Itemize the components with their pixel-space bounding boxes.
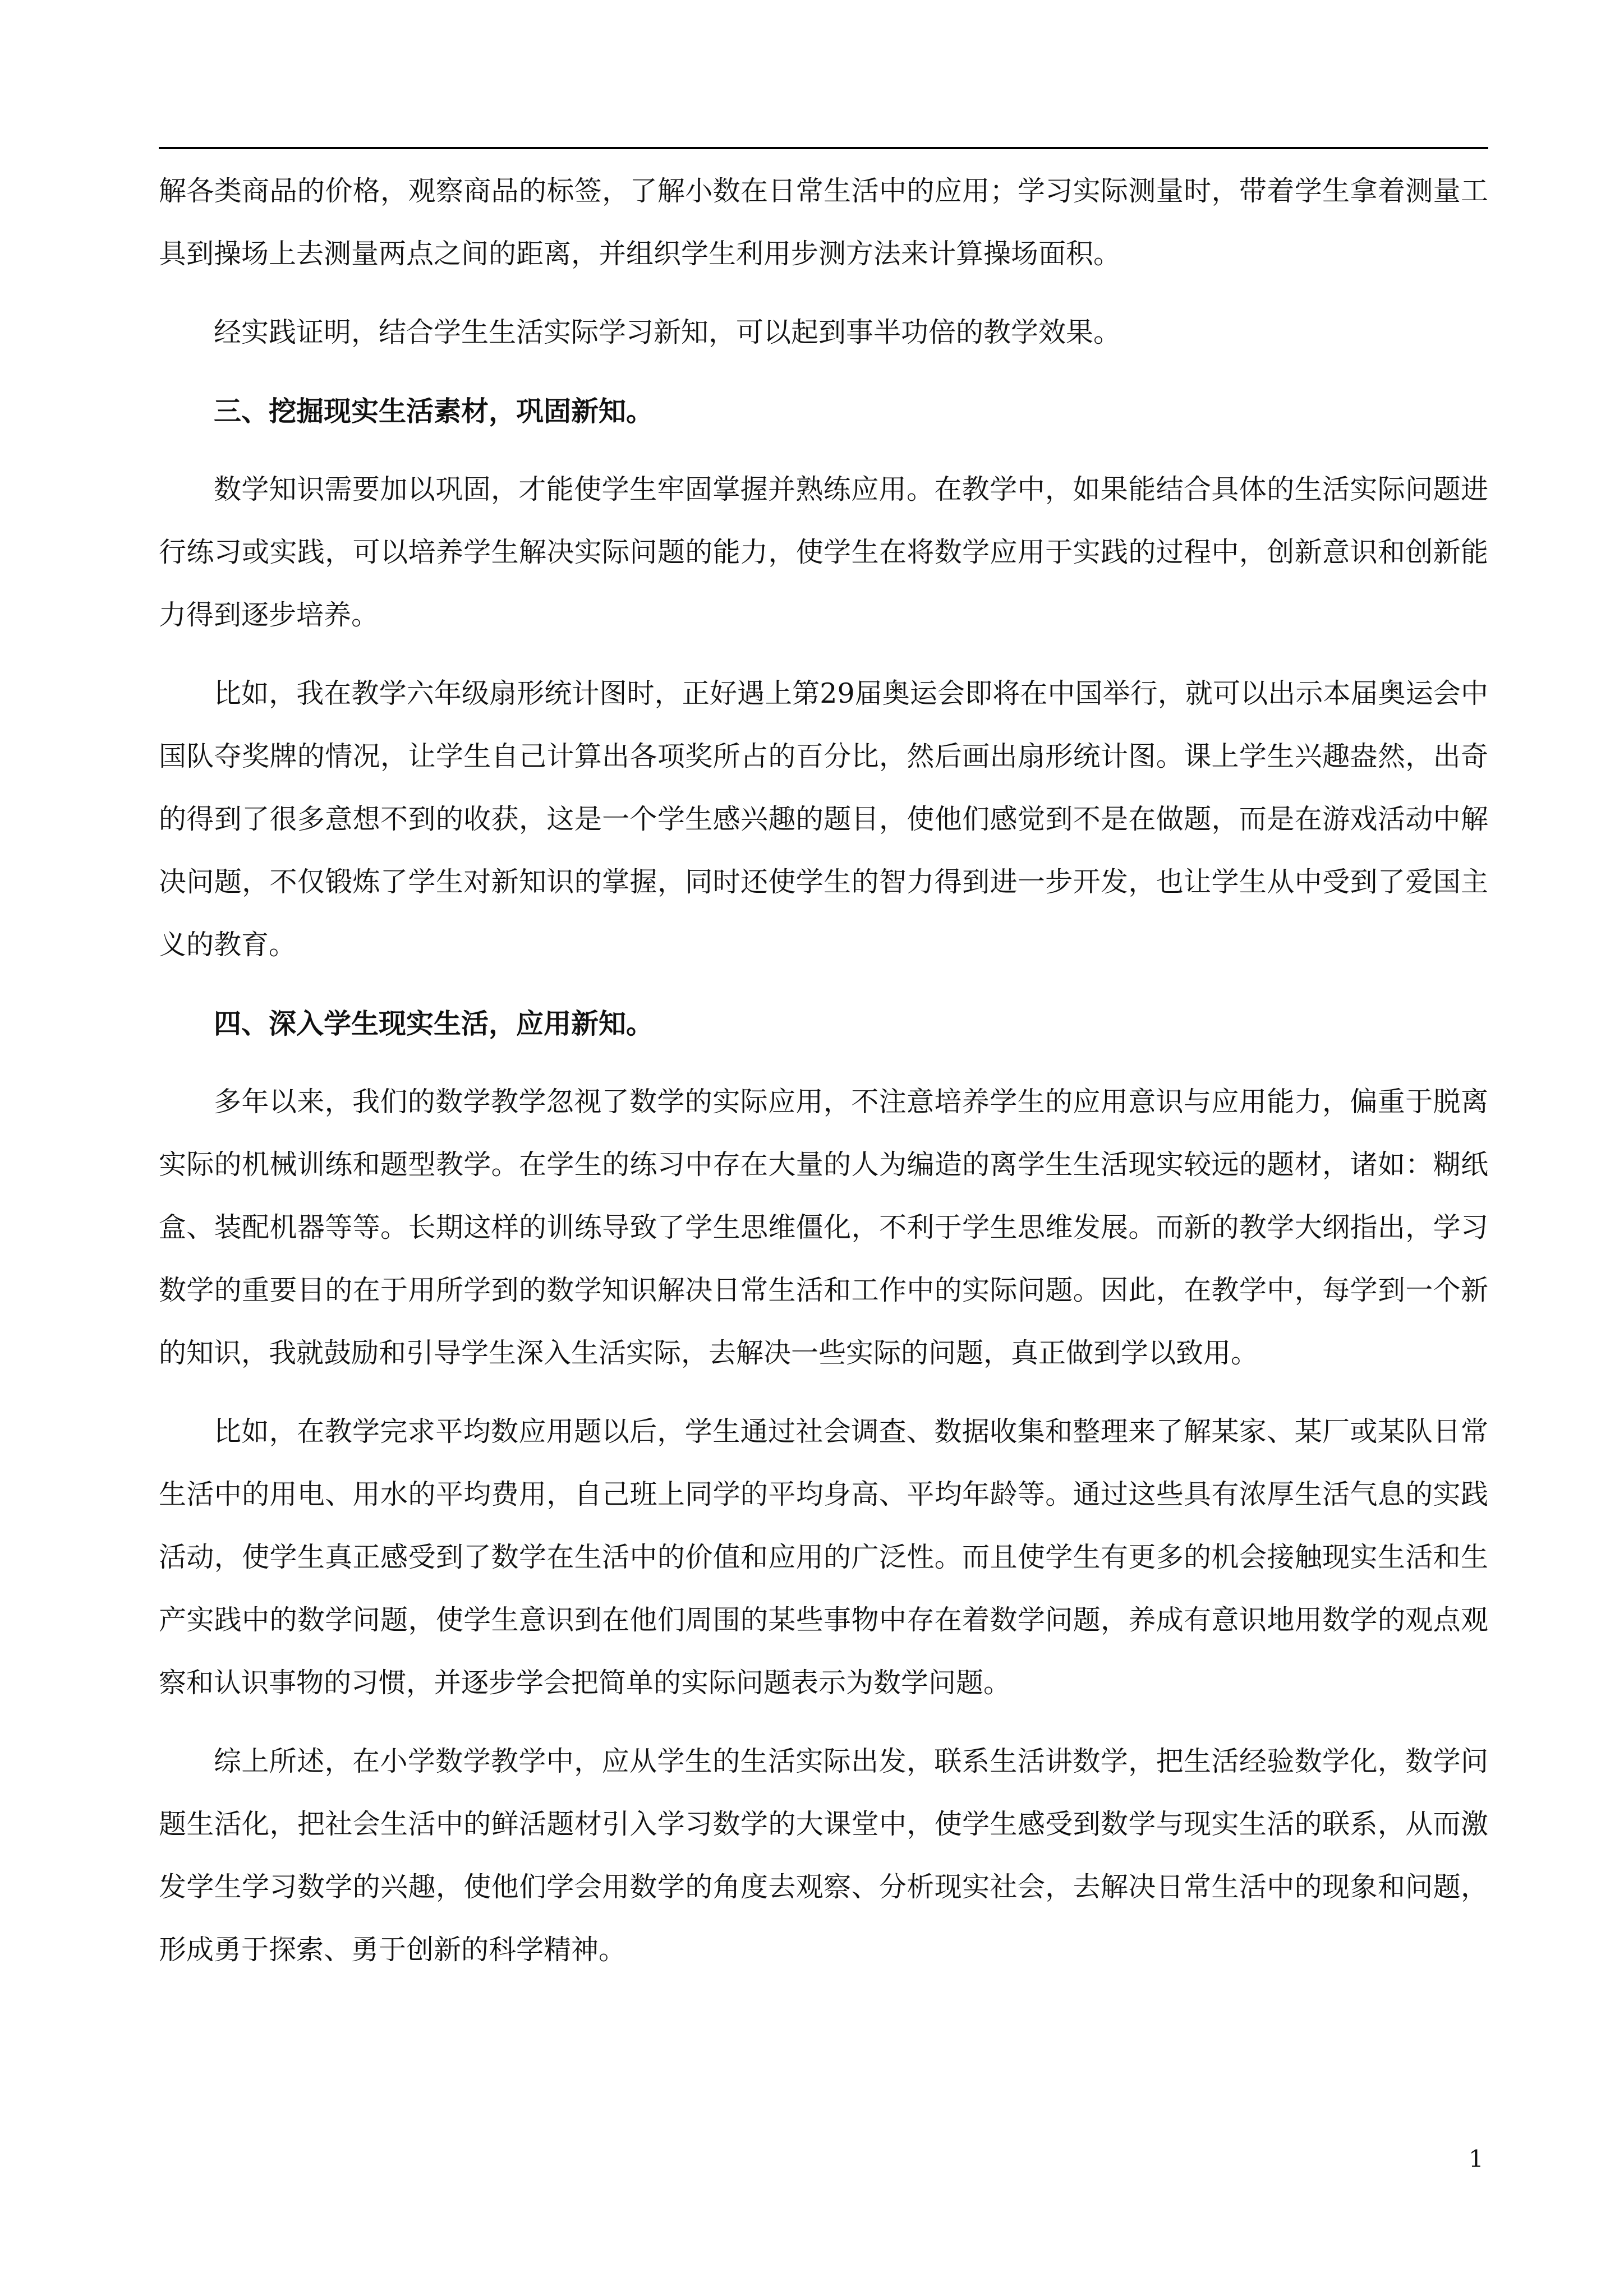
- header-rule: [159, 147, 1488, 149]
- section-heading-3: 三、挖掘现实生活素材，巩固新知。: [214, 395, 654, 427]
- paragraph-2: 经实践证明，结合学生生活实际学习新知，可以起到事半功倍的教学效果。: [214, 316, 1121, 348]
- paragraph-4: 比如，我在教学六年级扇形统计图时，正好遇上第29届奥运会即将在中国举行，就可以出示本届奥运会中国队夺奖牌的情况，让学生自己计算出各项奖所占的百分比，然后画出扇形统计图。课上学生兴趣盎然，出奇的得到了很多意想不到的收获，这是一个学生感兴趣的题目，使他们感觉到不是在做题，而是在游戏活动中解决问题，不仅锻炼了学生对新知识的掌握，同时还使学生的智力得到进一步开发，也让学生从中受到了爱国主义的教育。: [159, 677, 1488, 961]
- paragraph-6: 比如，在教学完求平均数应用题以后，学生通过社会调查、数据收集和整理来了解某家、某厂或某队日常生活中的用电、用水的平均费用，自己班上同学的平均身高、平均年龄等。通过这些具有浓厚生活气息的实践活动，使学生真正感受到了数学在生活中的价值和应用的广泛性。而且使学生有更多的机会接触现实生活和生产实践中的数学问题，使学生意识到在他们周围的某些事物中存在着数学问题，养成有意识地用数学的观点观察和认识事物的习惯，并逐步学会把简单的实际问题表示为数学问题。: [159, 1416, 1488, 1699]
- section-heading-4: 四、深入学生现实生活，应用新知。: [214, 1007, 654, 1040]
- document-body: [159, 160, 1488, 1997]
- page-number: 1: [1469, 2145, 1484, 2173]
- paragraph-5: 多年以来，我们的数学教学忽视了数学的实际应用，不注意培养学生的应用意识与应用能力，偏重于脱离实际的机械训练和题型教学。在学生的练习中存在大量的人为编造的离学生生活现实较远的题材，诸如：糊纸盒、装配机器等等。长期这样的训练导致了学生思维僵化，不利于学生思维发展。而新的教学大纲指出，学习数学的重要目的在于用所学到的数学知识解决日常生活和工作中的实际问题。因此，在教学中，每学到一个新的知识，我就鼓励和引导学生深入生活实际，去解决一些实际的问题，真正做到学以致用。: [159, 1086, 1488, 1369]
- paragraph-7: 综上所述，在小学数学教学中，应从学生的生活实际出发，联系生活讲数学，把生活经验数学化，数学问题生活化，把社会生活中的鲜活题材引入学习数学的大课堂中，使学生感受到数学与现实生活的联系，从而激发学生学习数学的兴趣，使他们学会用数学的角度去观察、分析现实社会，去解决日常生活中的现象和问题，形成勇于探索、勇于创新的科学精神。: [159, 1745, 1488, 1966]
- paragraph-3: 数学知识需要加以巩固，才能使学生牢固掌握并熟练应用。在教学中，如果能结合具体的生活实际问题进行练习或实践，可以培养学生解决实际问题的能力，使学生在将数学应用于实践的过程中，创新意识和创新能力得到逐步培养。: [159, 473, 1488, 631]
- paragraph-1: 解各类商品的价格，观察商品的标签，了解小数在日常生活中的应用；学习实际测量时，带着学生拿着测量工具到操场上去测量两点之间的距离，并组织学生利用步测方法来计算操场面积。: [159, 175, 1488, 270]
